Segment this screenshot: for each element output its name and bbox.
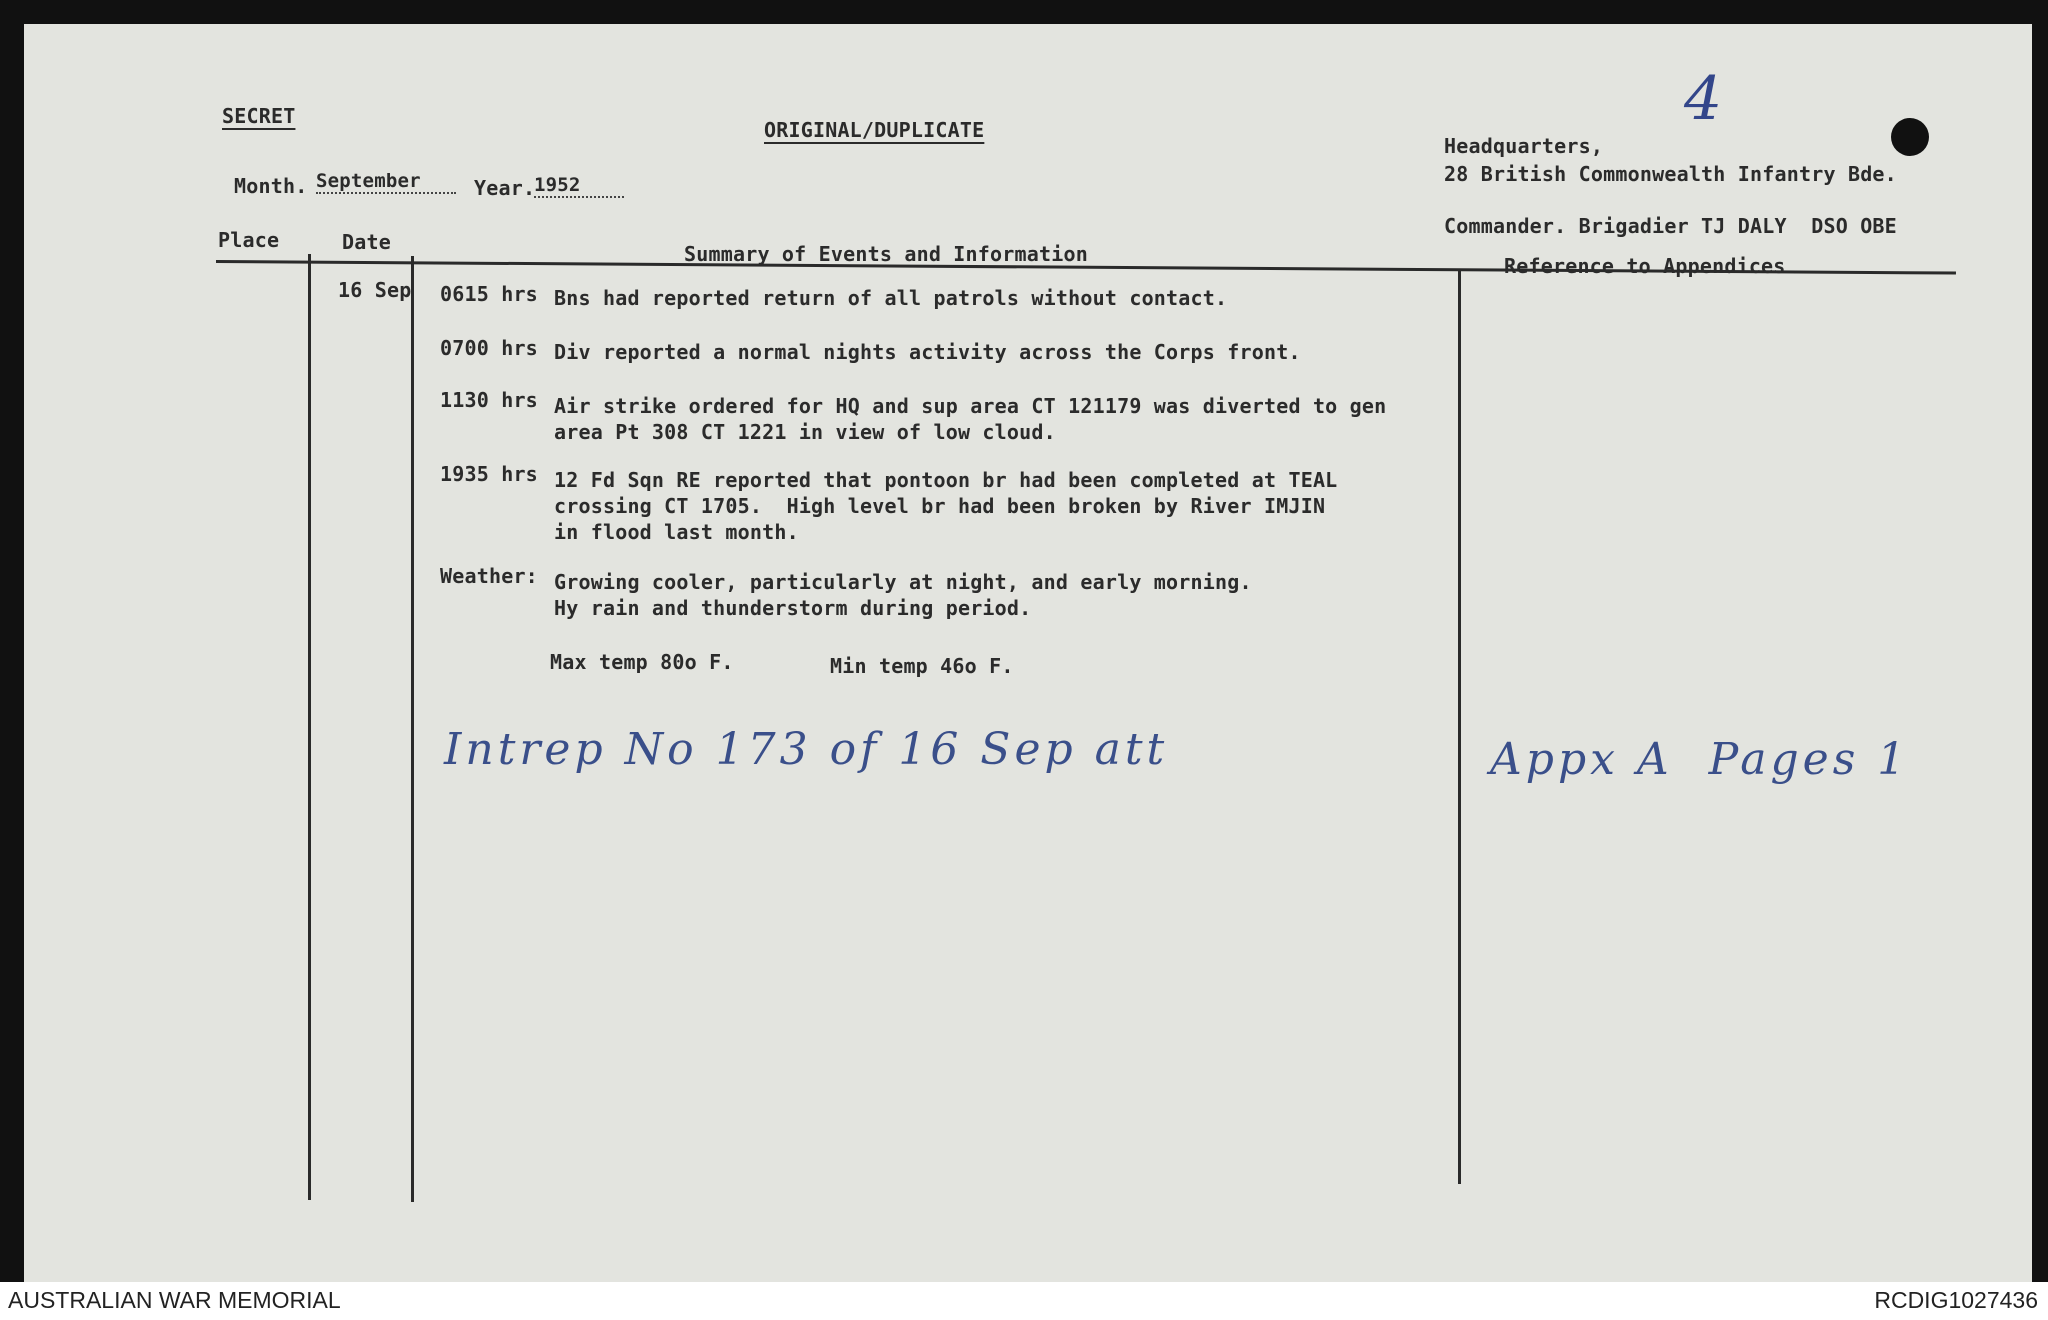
secret-label: SECRET (222, 104, 296, 128)
col-date-header: Date (342, 230, 391, 254)
month-label: Month. (234, 174, 308, 198)
entry-line: 12 Fd Sqn RE reported that pontoon br had been completed at TEAL (554, 468, 1338, 492)
entry-line: area Pt 308 CT 1221 in view of low cloud. (554, 420, 1056, 444)
month-value: September (316, 170, 456, 194)
entry-time: 0615 hrs (440, 282, 538, 306)
year-label: Year. (474, 176, 536, 200)
footer-institution: AUSTRALIAN WAR MEMORIAL (8, 1287, 341, 1313)
max-temp: Max temp 80o F. (550, 650, 734, 674)
hq-line-1: Headquarters, (1444, 134, 1604, 158)
col-reference-header: Reference to Appendices (1504, 254, 1786, 278)
entry-time: 1130 hrs (440, 388, 538, 412)
war-diary-sheet (24, 24, 2032, 1282)
date-summary-divider (411, 256, 414, 1202)
entry-line: Div reported a normal nights activity across the Corps front. (554, 340, 1301, 364)
entry-time: Weather: (440, 564, 538, 588)
entry-time: 1935 hrs (440, 462, 538, 486)
hq-line-2: 28 British Commonwealth Infantry Bde. (1444, 162, 1897, 186)
punch-hole (1891, 118, 1929, 156)
entry-line: crossing CT 1705. High level br had been broken by River IMJIN (554, 494, 1326, 518)
entry-line: in flood last month. (554, 520, 799, 544)
col-place-header: Place (218, 228, 280, 252)
footer-record-id: RCDIG1027436 (1874, 1287, 2038, 1313)
entry-line: Growing cooler, particularly at night, and early morning. (554, 570, 1252, 594)
place-date-divider (308, 254, 311, 1200)
entry-date: 16 Sep (338, 278, 412, 302)
archive-footer (0, 1282, 2048, 1320)
handwritten-intrep-note: Intrep No 173 of 16 Sep att (444, 724, 1169, 775)
year-value: 1952 (534, 174, 624, 198)
commander-line: Commander. Brigadier TJ DALY DSO OBE (1444, 214, 1897, 238)
col-summary-header: Summary of Events and Information (684, 242, 1088, 266)
entry-line: Hy rain and thunderstorm during period. (554, 596, 1032, 620)
original-duplicate-label: ORIGINAL/DUPLICATE (764, 118, 985, 142)
folio-number: 4 (1684, 64, 1727, 134)
min-temp: Min temp 46o F. (830, 654, 1014, 678)
entry-line: Air strike ordered for HQ and sup area CT 121179 was diverted to gen (554, 394, 1387, 418)
entry-line: Bns had reported return of all patrols without contact. (554, 286, 1228, 310)
summary-reference-divider (1458, 270, 1461, 1184)
entry-time: 0700 hrs (440, 336, 538, 360)
handwritten-appendix-note: Appx A Pages 1 (1490, 734, 1910, 785)
